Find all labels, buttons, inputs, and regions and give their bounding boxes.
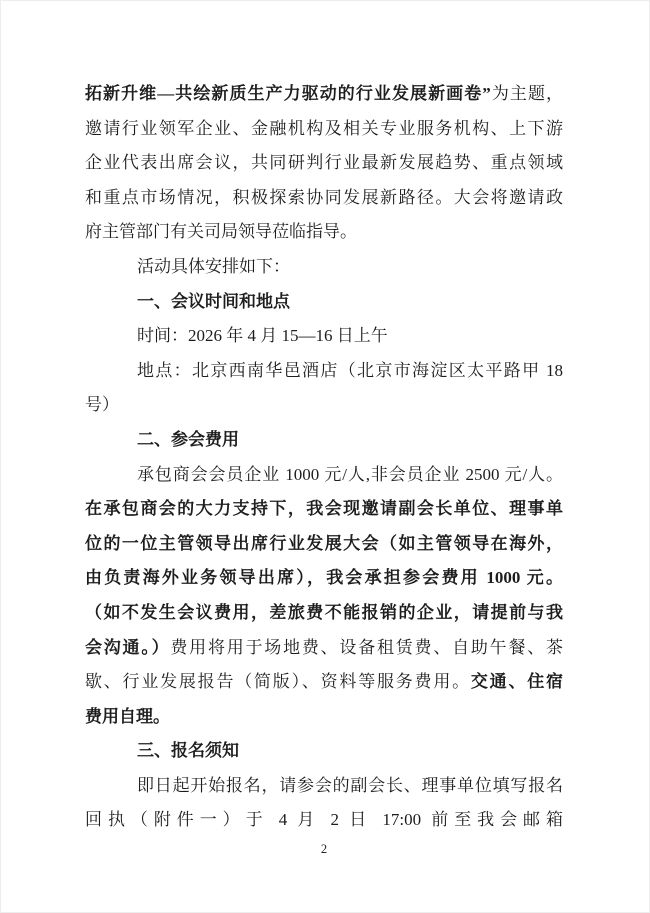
document-line [85,596,563,631]
document-line [85,250,563,285]
document-line [85,803,563,838]
document-line [85,458,563,493]
text-segment: 承包商会会员企业 1000 元/人,非会员企业 2500 元/人。 [137,464,563,484]
bold-text-segment: 拓新升维—共绘新质生产力驱动的行业发展新画卷” [85,84,491,103]
document-line [85,146,563,181]
document-line [85,388,563,423]
document-line [85,631,563,666]
document-line [85,423,563,458]
bold-text-segment: （如不发生会议费用，差旅费不能报销的企业，请提前与我 [85,602,563,622]
document-line [85,112,563,147]
bold-text-segment: 费用自理。 [85,706,170,726]
bold-text-segment: 会沟通。） [85,637,171,657]
bold-text-segment: 位的一位主管领导出席行业发展大会（如主管领导在海外， [85,533,563,553]
bold-text-segment: 在承包商会的大力支持下，我会现邀请副会长单位、理事单 [85,499,563,519]
page-number: 2 [320,842,328,856]
document-line [85,527,563,562]
bold-text-segment: 由负责海外业务领导出席），我会承担参会费用 1000 元。 [85,568,563,588]
document-line [85,665,563,700]
document-line [85,319,563,354]
document-line [85,561,563,596]
text-segment: 时间：2026 年 4 月 15—16 日上午 [137,326,388,346]
bold-text-segment: 二、参会费用 [137,429,239,449]
text-segment: 邀请行业领军企业、金融机构及相关专业服务机构、上下游 [85,118,563,138]
text-segment: 活动具体安排如下： [137,256,290,276]
text-segment: 回执（附件一）于 4 月 2 日 17:00 前至我会邮箱 [85,810,563,830]
text-segment: 和重点市场情况，积极探索协同发展新路径。大会将邀请政 [85,187,563,207]
text-segment: 地点：北京西南华邑酒店（北京市海淀区太平路甲 18 [137,360,563,380]
bold-text-segment: 交通、住宿 [470,672,564,692]
document-line [85,700,563,735]
text-segment: 为主题， [490,84,564,103]
text-segment: 歇、行业发展报告（简版）、资料等服务费用。 [85,672,471,692]
text-segment: 号） [85,395,119,415]
document-line [85,77,563,112]
document-line [85,285,563,320]
text-segment: 企业代表出席会议，共同研判行业最新发展趋势、重点领域 [85,153,563,173]
bold-text-segment: 一、会议时间和地点 [137,291,290,311]
document-line [85,354,563,389]
document-line [85,215,563,250]
text-block [85,77,563,838]
text-segment: 即日起开始报名，请参会的副会长、理事单位填写报名 [137,775,563,795]
document-line [85,734,563,769]
text-segment: 府主管部门有关司局领导莅临指导。 [85,222,357,242]
document-line [85,769,563,804]
bold-text-segment: 三、报名须知 [137,741,239,761]
text-segment: 费用将用于场地费、设备租赁费、自助午餐、茶 [170,637,564,657]
document-line [85,492,563,527]
document-line [85,181,563,216]
